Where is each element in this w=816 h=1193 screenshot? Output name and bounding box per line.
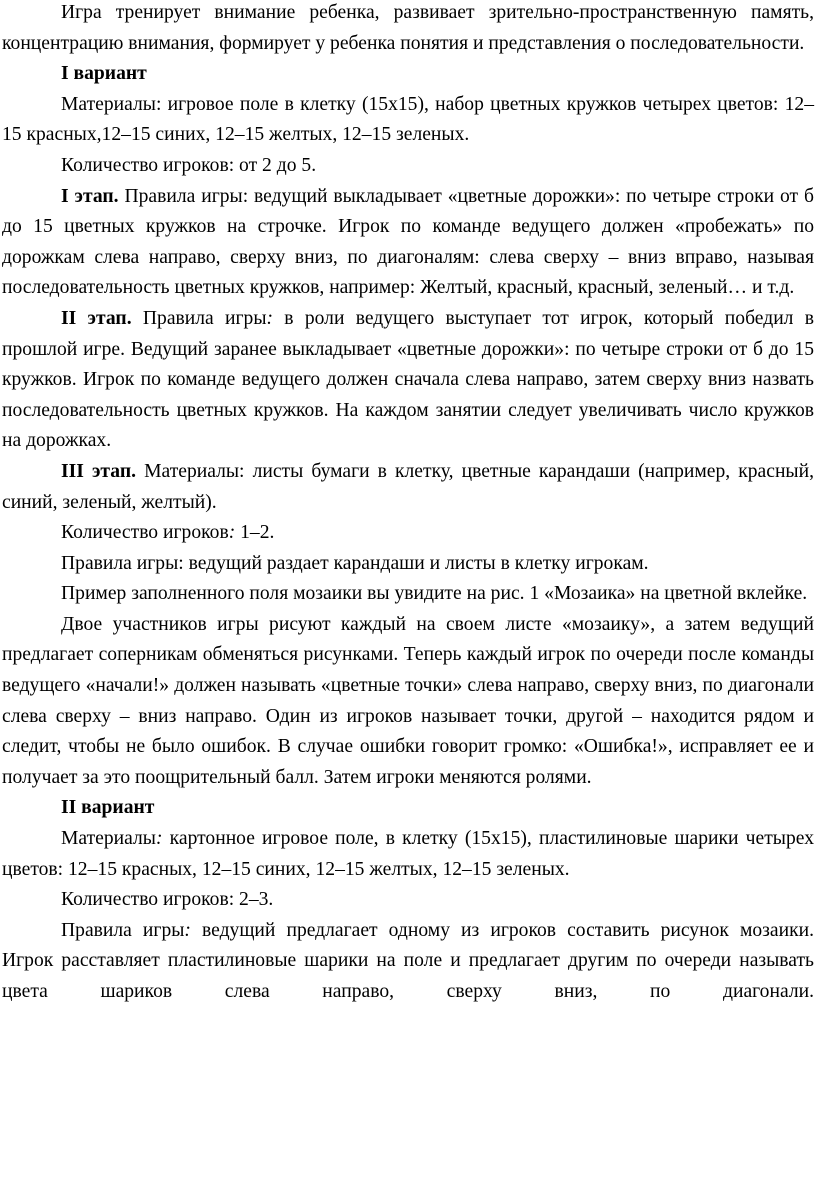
two-players-text: Двое участников игры рисуют каждый на своем листе «мозаику», а затем ведущий предлагает соперникам обменяться рисунками. Теперь каждый игрок по очереди после команды ведущего «начали!» должен называть «цветные точки» слева направо, сверху вниз, по диагонали слева сверху – вниз направо. Один из игроков называет точки, другой – находится рядом и следит, чтобы не было ошибок. В случае ошибки говорит громко: «Ошибка!», исправляет ее и получает за это поощрительный балл. Затем игроки меняются ролями. [2,613,814,788]
stage-1-label: I этап. [61,185,119,207]
stage-2-paragraph [2,304,814,457]
materials-2-paragraph [2,824,814,885]
rules-4-text: ведущий предлагает одному из игроков составить рисунок мозаики. Игрок расставляет пластилиновые шарики на поле и предлагает другим по очереди называть цвета шариков слева направо, сверху вниз, по диагонали. [2,919,814,1002]
players-count-text: Количество игроков: от 2 до 5. [61,154,317,176]
players-count-3-text: Количество игроков: 2–3. [61,889,274,911]
stage-3-text: Материалы: листы бумаги в клетку, цветные карандаши (например, красный, синий, зеленый, желтый). [2,460,814,513]
materials-text: Материалы: игровое поле в клетку (15х15), набор цветных кружков четырех цветов: 12–15 красных,12–15 синих, 12–15 желтых, 12–15 зеленых. [2,93,814,146]
intro-text: Игра тренирует внимание ребенка, развивает зрительно-пространственную память, концентрацию внимания, формирует у ребенка понятия и представления о последовательности. [2,2,814,54]
rules-3-text: Правила игры: ведущий раздает карандаши и листы в клетку игрокам. [61,552,649,574]
stage-2-label: II этап. [61,307,132,329]
stage-2-rules-label: Правила игры [131,307,267,329]
example-paragraph [2,579,814,610]
players-count-2-paragraph [2,518,814,549]
materials-2-label: Материалы [61,828,156,850]
players-count-3-paragraph [2,885,814,916]
stage-2-colon: : [266,307,274,329]
variant-2-heading [2,793,814,824]
intro-paragraph [2,0,814,59]
materials-2-colon: : [155,828,163,850]
rules-4-colon: : [184,919,191,941]
rules-3-paragraph [2,549,814,580]
materials-paragraph [2,90,814,151]
rules-4-label: Правила игры [61,919,185,941]
players-count-2-label: Количество игроков [61,522,229,544]
stage-3-label: III этап. [61,460,137,482]
variant-1-heading [2,59,814,90]
players-count-2-value: 1–2. [235,522,275,544]
players-count-paragraph [2,151,814,182]
stage-1-paragraph [2,182,814,304]
stage-1-text: Правила игры: ведущий выкладывает «цветные дорожки»: по четыре строки от б до 15 цветных кружков на строчке. Игрок по команде ведущего должен «пробежать» по дорожкам слева направо, сверху вниз, по диагоналям: слева сверху – вниз вправо, называя последовательность цветных кружков, например: Желтый, красный, красный, зеленый… и т.д. [2,185,814,299]
example-text: Пример заполненного поля мозаики вы увидите на рис. 1 «Мозаика» на цветной вклейке. [61,583,808,605]
rules-4-paragraph [2,916,814,1008]
variant-2-heading-text: II вариант [61,797,155,819]
players-count-2-colon: : [228,522,236,544]
stage-2-text: в роли ведущего выступает тот игрок, который победил в прошлой игре. Ведущий заранее выкладывает «цветные дорожки»: по четыре строки от б до 15 кружков. Игрок по команде ведущего должен сначала слева направо, затем сверху вниз назвать последовательность цветных кружков. На каждом занятии следует увеличивать число кружков на дорожках. [2,307,814,452]
two-players-paragraph [2,610,814,794]
variant-1-heading-text: I вариант [61,63,147,85]
materials-2-text: картонное игровое поле, в клетку (15х15), пластилиновые шарики четырех цветов: 12–15 красных, 12–15 синих, 12–15 желтых, 12–15 зеленых. [2,828,814,880]
stage-3-paragraph [2,457,814,518]
